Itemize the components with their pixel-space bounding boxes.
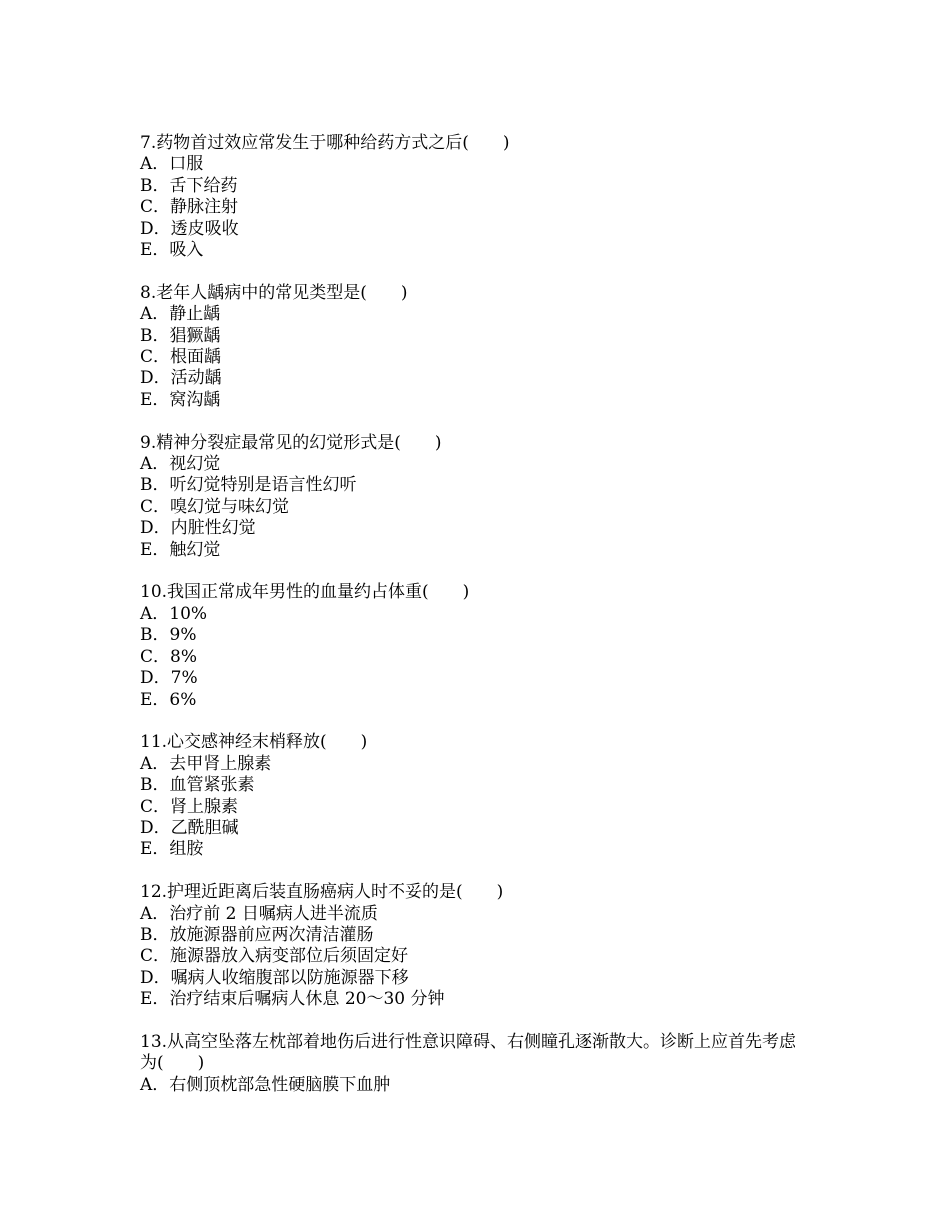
option-text: 组胺 [169,839,204,860]
option-list [140,454,810,561]
question-stem: 7.药物首过效应常发生于哪种给药方式之后( ) [140,133,510,153]
option-e [140,240,810,261]
option-b [140,475,810,496]
option-text: 8% [170,646,197,667]
option-b [140,625,810,646]
option-list [140,304,810,411]
option-d [140,219,810,240]
question-stem: 9.精神分裂症最常见的幻觉形式是( ) [140,432,442,453]
option-c [140,647,810,668]
option-e [140,989,810,1010]
option-c [140,497,810,518]
option-text: 吸入 [169,240,204,261]
option-c [140,946,810,967]
option-letter: C． [140,796,171,817]
option-letter: A． [140,154,170,175]
option-d [140,818,810,839]
option-text: 嘱病人收缩腹部以防施源器下移 [170,967,409,988]
option-list [140,604,810,711]
option-text: 内脏性幻觉 [170,518,256,539]
question-9 [140,433,810,561]
option-text: 视幻觉 [169,454,221,475]
option-text: 触幻觉 [169,539,221,560]
option-a [140,904,810,925]
question-stem: 13.从高空坠落左枕部着地伤后进行性意识障碍、右侧瞳孔逐渐散大。诊断上应首先考虑为( ) [140,1031,797,1074]
question-stem: 8.老年人龋病中的常见类型是( ) [140,282,408,303]
option-text: 静脉注射 [170,197,239,218]
question-7 [140,133,810,261]
option-letter: A． [140,1074,170,1095]
option-text: 透皮吸收 [170,218,239,239]
option-a [140,304,810,325]
option-text: 口服 [169,154,204,175]
option-letter: A． [140,753,170,774]
option-letter: C． [140,347,171,368]
option-e [140,390,810,411]
option-letter: C． [140,646,171,667]
option-text: 6% [169,689,197,710]
option-d [140,518,810,539]
option-letter: E． [140,240,170,261]
option-text: 静止龋 [169,304,221,325]
option-letter: E． [140,389,170,410]
option-list [140,1075,810,1096]
option-letter: B． [140,625,170,646]
option-d [140,668,810,689]
option-letter: D． [140,218,171,239]
option-letter: C． [140,496,171,517]
option-text: 7% [170,668,198,689]
option-text: 听幻觉特别是语言性幻听 [169,475,357,496]
question-8 [140,283,810,411]
option-letter: A． [140,903,170,924]
option-text: 乙酰胆碱 [170,817,239,838]
option-b [140,775,810,796]
option-text: 根面龋 [170,347,222,368]
option-text: 10% [169,603,208,624]
option-letter: E． [140,689,170,710]
option-text: 治疗结束后嘱病人休息 20～30 分钟 [169,989,445,1010]
option-letter: B． [140,175,170,196]
option-list [140,154,810,261]
option-letter: C． [140,197,171,218]
option-letter: E． [140,839,170,860]
option-text: 右侧顶枕部急性硬脑膜下血肿 [169,1074,391,1095]
option-letter: B． [140,924,170,945]
option-c [140,347,810,368]
option-letter: E． [140,989,170,1010]
option-text: 施源器放入病变部位后须固定好 [170,946,409,967]
option-text: 放施源器前应两次清洁灌肠 [169,924,374,945]
option-text: 9% [169,625,197,646]
question-stem: 12.护理近距离后装直肠癌病人时不妥的是( ) [140,882,504,903]
option-letter: B． [140,775,170,796]
option-letter: D． [140,817,171,838]
option-e [140,690,810,711]
option-text: 嗅幻觉与味幻觉 [170,496,290,517]
option-a [140,604,810,625]
option-letter: A． [140,603,170,624]
option-e [140,839,810,860]
question-stem: 10.我国正常成年男性的血量约占体重( ) [140,582,470,603]
option-c [140,197,810,218]
option-letter: D． [140,518,171,539]
option-b [140,176,810,197]
question-10 [140,582,810,710]
option-letter: D． [140,368,171,389]
option-a [140,1075,810,1096]
option-d [140,368,810,389]
question-list [140,133,810,1118]
option-text: 血管紧张素 [169,775,255,796]
option-letter: A． [140,454,170,475]
option-list [140,904,810,1011]
option-text: 去甲肾上腺素 [169,753,272,774]
option-letter: D． [140,967,171,988]
option-letter: A． [140,304,170,325]
option-b [140,326,810,347]
option-text: 活动龋 [170,368,222,389]
option-letter: B． [140,475,170,496]
option-list [140,754,810,861]
question-11 [140,732,810,860]
option-letter: C． [140,946,171,967]
question-13 [140,1032,810,1096]
question-stem: 11.心交感神经末梢释放( ) [140,732,368,753]
option-e [140,540,810,561]
option-letter: D． [140,668,171,689]
option-b [140,925,810,946]
option-text: 肾上腺素 [170,796,239,817]
option-d [140,968,810,989]
option-c [140,797,810,818]
option-text: 治疗前 2 日嘱病人进半流质 [169,903,378,924]
option-a [140,454,810,475]
option-a [140,154,810,175]
option-text: 窝沟龋 [169,389,221,410]
option-text: 猖獗龋 [169,325,221,346]
option-letter: E． [140,539,170,560]
question-12 [140,882,810,1010]
option-text: 舌下给药 [169,175,238,196]
option-a [140,754,810,775]
option-letter: B． [140,325,170,346]
